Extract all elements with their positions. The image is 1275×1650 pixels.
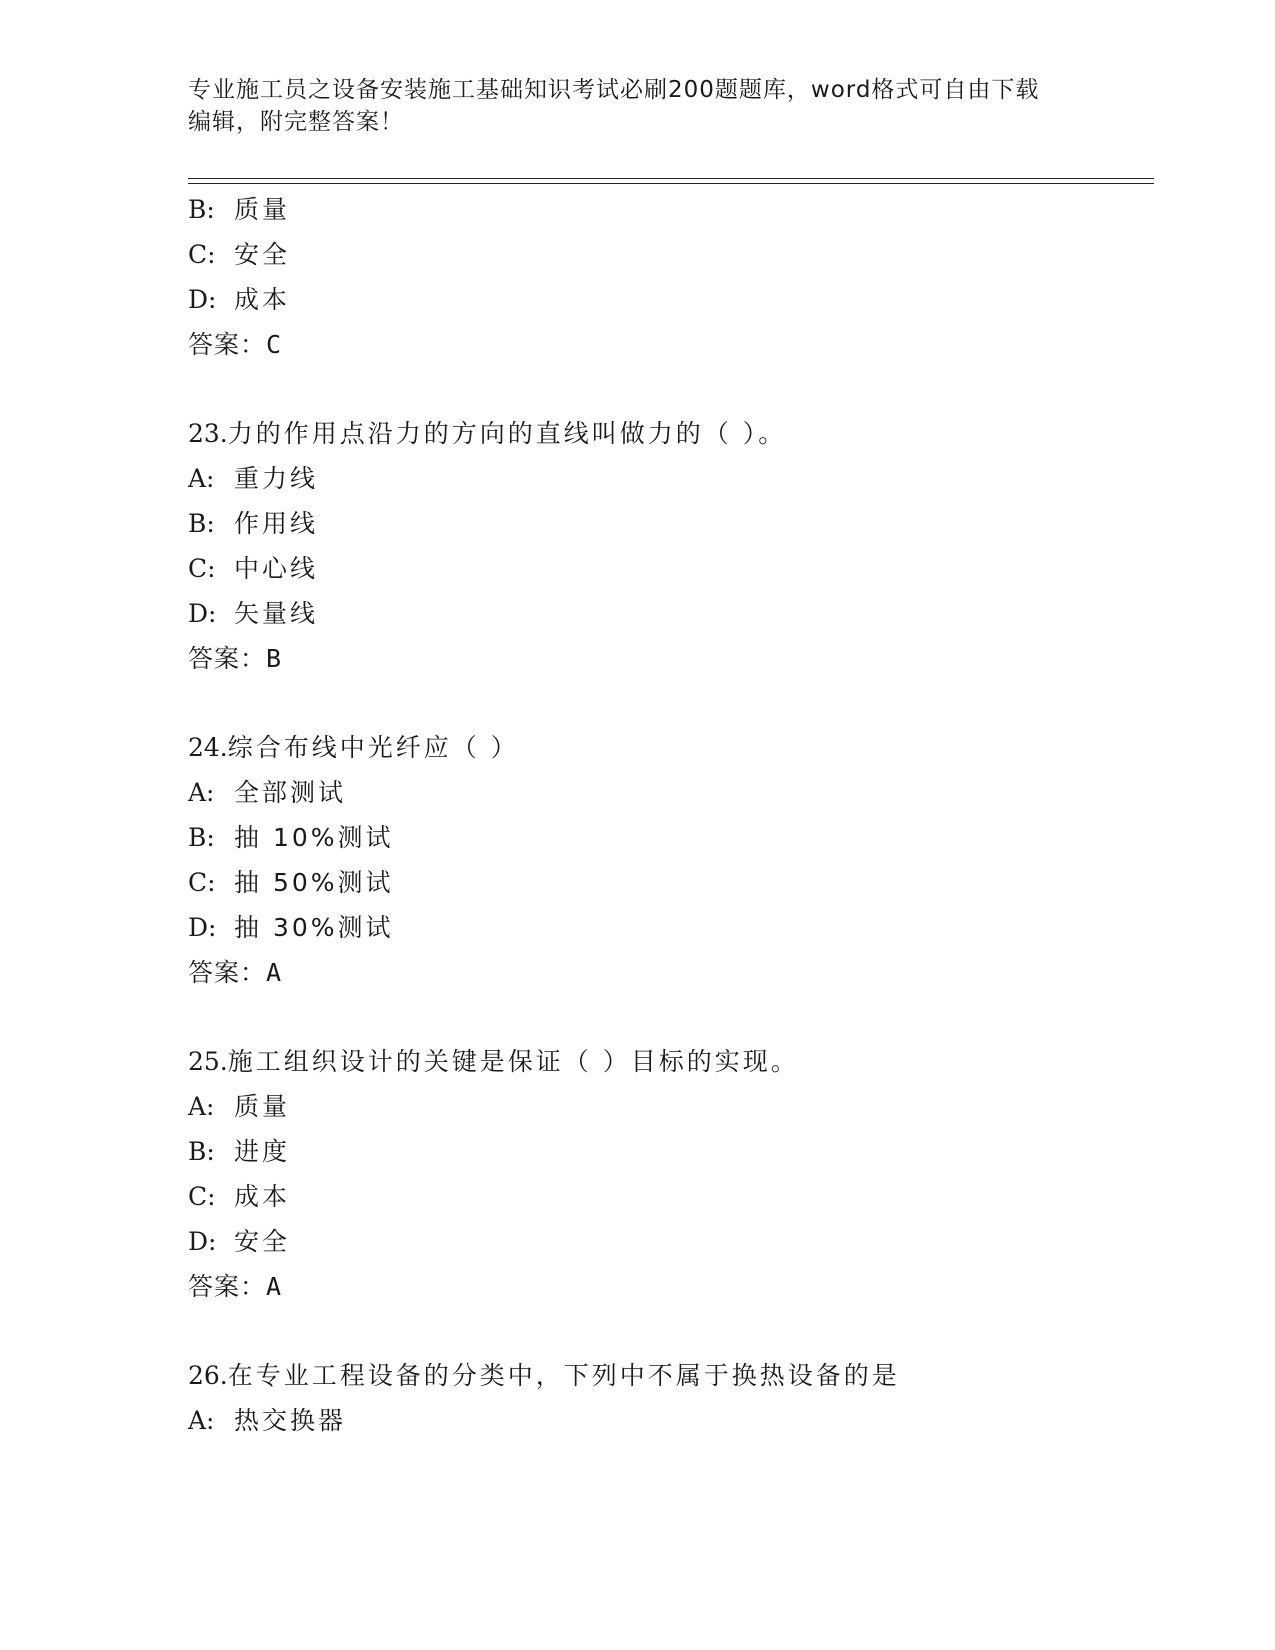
option-row (188, 1091, 290, 1123)
option-row (188, 239, 290, 271)
option-text: 质量 (234, 1092, 291, 1121)
option-row (188, 867, 394, 899)
question-text: 综合布线中光纤应（ ） (227, 733, 519, 762)
answer-row (188, 329, 282, 361)
option-letter: D: (188, 599, 217, 628)
header-divider-bottom (188, 183, 1154, 184)
option-text: 抽 10%测试 (234, 823, 394, 852)
option-letter: B: (188, 823, 215, 852)
option-text: 矢量线 (234, 599, 319, 628)
option-row (188, 194, 290, 226)
option-letter: C: (188, 240, 216, 269)
option-text: 中心线 (234, 554, 319, 583)
option-letter: C: (188, 1182, 216, 1211)
header-title-line-2: 编辑，附完整答案！ (188, 109, 404, 135)
option-row (188, 912, 394, 944)
option-row (188, 1136, 290, 1168)
question-stem (188, 418, 786, 450)
option-letter: A: (188, 1406, 215, 1435)
option-row (188, 284, 290, 316)
option-letter: D: (188, 1227, 217, 1256)
answer-label: 答案： (188, 958, 267, 987)
answer-value: A (266, 1272, 283, 1301)
option-letter: D: (188, 285, 217, 314)
option-letter: A: (188, 778, 215, 807)
option-row (188, 508, 318, 540)
answer-row (188, 957, 282, 989)
answer-row (188, 643, 282, 675)
option-letter: A: (188, 464, 215, 493)
option-row (188, 1181, 290, 1213)
question-text: 力的作用点沿力的方向的直线叫做力的（ ）。 (227, 419, 787, 448)
option-row (188, 463, 318, 495)
option-text: 成本 (234, 1182, 291, 1211)
option-text: 安全 (234, 240, 291, 269)
document-header (188, 74, 1088, 138)
answer-label: 答案： (188, 644, 267, 673)
header-divider-top (188, 178, 1154, 179)
option-row (188, 1405, 346, 1437)
option-text: 进度 (234, 1137, 291, 1166)
header-title-line-1: 专业施工员之设备安装施工基础知识考试必刷200题题库，word格式可自由下载 (188, 77, 1040, 103)
answer-value: B (266, 644, 283, 673)
question-text: 施工组织设计的关键是保证（ ）目标的实现。 (227, 1047, 799, 1076)
question-number: 23. (188, 419, 228, 448)
option-letter: A: (188, 1092, 215, 1121)
option-row (188, 598, 318, 630)
option-letter: B: (188, 195, 215, 224)
answer-value: A (266, 958, 283, 987)
option-row (188, 553, 318, 585)
question-stem (188, 1360, 900, 1392)
option-text: 作用线 (234, 509, 319, 538)
option-text: 热交换器 (234, 1406, 347, 1435)
question-stem (188, 732, 519, 764)
option-text: 重力线 (234, 464, 319, 493)
question-text: 在专业工程设备的分类中，下列中不属于换热设备的是 (227, 1361, 900, 1390)
option-text: 抽 50%测试 (234, 868, 394, 897)
option-row (188, 822, 394, 854)
option-letter: B: (188, 1137, 215, 1166)
option-text: 全部测试 (234, 778, 347, 807)
option-letter: C: (188, 554, 216, 583)
answer-label: 答案： (188, 1272, 267, 1301)
question-number: 26. (188, 1361, 228, 1390)
question-number: 24. (188, 733, 228, 762)
question-number: 25. (188, 1047, 228, 1076)
option-row (188, 777, 346, 809)
answer-value: C (266, 330, 283, 359)
option-text: 安全 (234, 1227, 291, 1256)
option-letter: C: (188, 868, 216, 897)
option-letter: B: (188, 509, 215, 538)
question-stem (188, 1046, 799, 1078)
answer-label: 答案： (188, 330, 267, 359)
option-row (188, 1226, 290, 1258)
option-text: 抽 30%测试 (234, 913, 394, 942)
option-text: 质量 (234, 195, 291, 224)
option-text: 成本 (234, 285, 291, 314)
option-letter: D: (188, 913, 217, 942)
answer-row (188, 1271, 282, 1303)
